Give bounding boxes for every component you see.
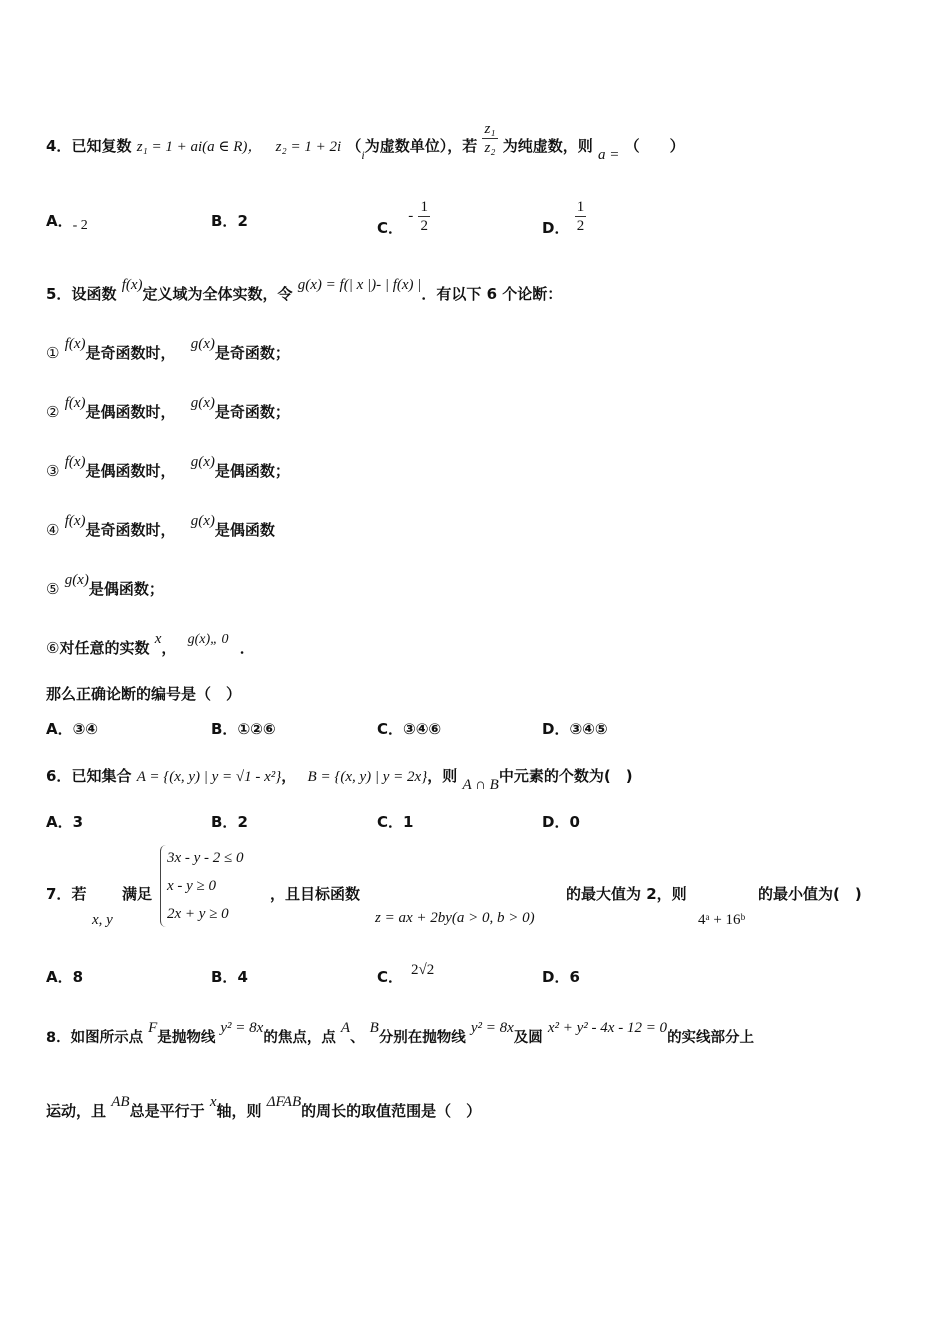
question-5: 5．设函数 f(x)定义域为全体实数，令 g(x) = f(| x |)- | f(x) |．有以下 6 个论断：: [46, 277, 563, 303]
z2-definition: z₂ = 1 + 2i: [275, 139, 342, 155]
q7-objective-label: ，且目标函数: [270, 885, 361, 903]
claim-4: ④ f(x)是奇函数时， g(x)是偶函数: [46, 513, 275, 539]
g-definition: g(x) = f(| x |)- | f(x) |: [297, 277, 422, 293]
half-fraction: $\frac{1}{2}$: [576, 199, 585, 234]
answer-variable: a =: [598, 147, 620, 163]
q4-option-a: A．- 2: [46, 212, 88, 233]
claim-6: ⑥对任意的实数 x， g(x)„ 0 ．: [46, 631, 255, 657]
question-4: 4．已知复数 z₁ = 1 + ai(a ∈ R)， z₂ = 1 + 2i （$_i$为虚数单位），若 $\frac{\text{z₁}}{\text{z₂}}$ 为纯虚数，则 a = （ ）: [46, 121, 685, 163]
q5-option-b: B．①②⑥: [211, 720, 276, 738]
triangle-fab: ΔFAB: [266, 1094, 302, 1110]
q6-option-c: C．1: [377, 813, 414, 831]
set-b: B = {(x, y) | y = 2x}: [307, 769, 428, 785]
question-7: 7．若: [46, 885, 87, 903]
claim-3: ③ f(x)是偶函数时， g(x)是偶函数；: [46, 454, 290, 480]
q7-max-label: 的最大值为 2，则: [566, 885, 687, 903]
q7-satisfies: 满足: [122, 885, 153, 903]
objective-function: z = ax + 2by(a > 0, b > 0): [375, 910, 535, 926]
parabola-equation-2: y² = 8x: [470, 1020, 514, 1036]
parabola-equation: y² = 8x: [220, 1020, 264, 1036]
q7-option-b: B．4: [211, 968, 248, 986]
q4-option-c: C． - $\frac{1}{2}$: [377, 199, 428, 237]
claim-1: ① f(x)是奇函数时， g(x)是奇函数；: [46, 336, 290, 362]
circle-equation: x² + y² - 4x - 12 = 0: [547, 1020, 668, 1036]
q4-option-d: D． $\frac{1}{2}$: [542, 199, 585, 237]
question-6: 6．已知集合 A = {(x, y) | y = √1 - x²}， B = {(x, y) | y = 2x}，则 A ∩ B中元素的个数为( ): [46, 767, 633, 793]
claim-2: ② f(x)是偶函数时， g(x)是奇函数；: [46, 395, 290, 421]
z1-definition: z₁ = 1 + ai(a ∈ R)，: [136, 139, 263, 155]
q5-option-c: C．③④⑥: [377, 720, 442, 738]
q5-prompt: 那么正确论断的编号是（ ）: [46, 685, 242, 703]
q7-option-a: A．8: [46, 968, 84, 986]
q7-expression: 4ᵃ + 16ᵇ: [698, 912, 746, 928]
question-8: 8．如图所示点 F是抛物线 y² = 8x的焦点，点 A、 B分别在抛物线 y² = 8x及圆 x² + y² - 4x - 12 = 0的实线部分上: [46, 1020, 755, 1046]
neg-half-fraction: $\frac{1}{2}$: [420, 199, 428, 234]
q6-option-d: D．0: [542, 813, 580, 831]
q4-option-b: B．2: [211, 212, 248, 230]
q5-option-d: D．③④⑤: [542, 720, 608, 738]
q7-min-label: 的最小值为( ): [758, 885, 862, 903]
imaginary-unit: i: [361, 148, 365, 162]
ratio-fraction: $\frac{\text{z₁}}{\text{z₂}}$: [484, 121, 496, 156]
q6-option-a: A．3: [46, 813, 84, 831]
q7-option-c: C． 2√2: [377, 962, 435, 986]
q7-variables: x, y: [92, 912, 113, 928]
question-8-cont: 运动，且 AB总是平行于 x轴，则 ΔFAB的周长的取值范围是（ ）: [46, 1094, 482, 1120]
constraint-system: 3x - y - 2 ≤ 0 x - y ≥ 0 2x + y ≥ 0: [160, 845, 244, 927]
q6-option-b: B．2: [211, 813, 248, 831]
claim-5: ⑤ g(x)是偶函数；: [46, 572, 164, 598]
q7-option-d: D．6: [542, 968, 580, 986]
set-a: A = {(x, y) | y = √1 - x²}: [136, 769, 282, 785]
intersection: A ∩ B: [462, 777, 499, 793]
q5-option-a: A．③④: [46, 720, 99, 738]
